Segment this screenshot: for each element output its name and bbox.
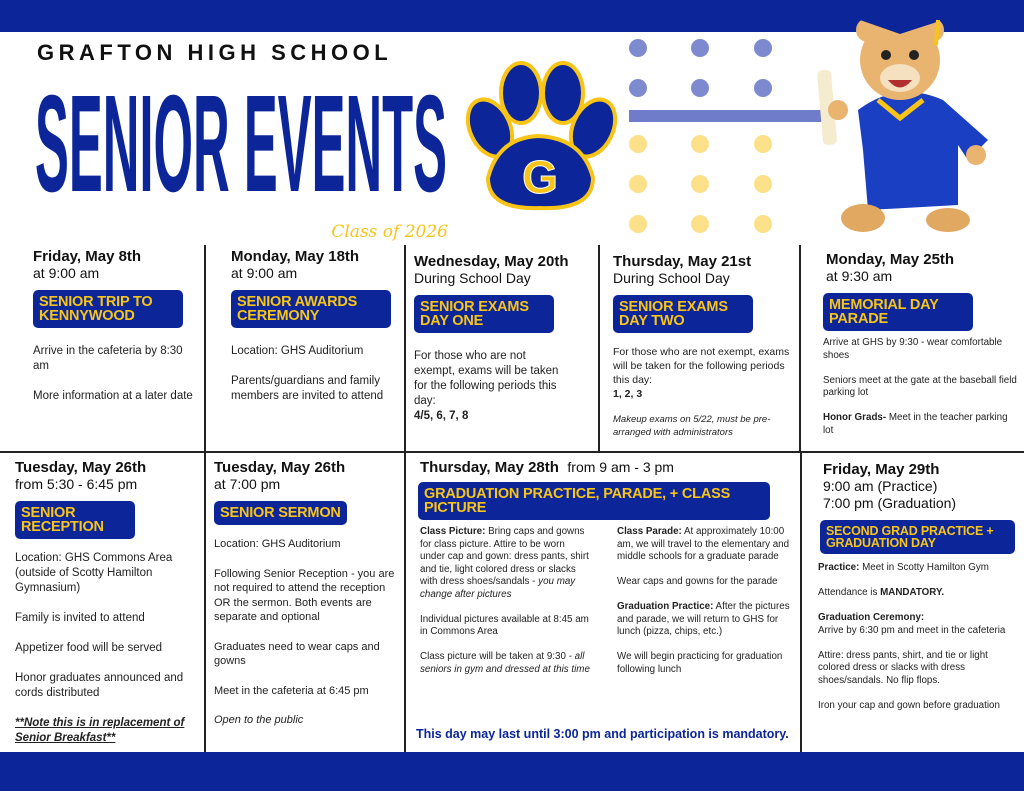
detail-text: More information at a later date: [33, 390, 193, 402]
detail-text: We will begin practicing for graduation following lunch: [617, 651, 783, 675]
event-time: at 9:30 am: [826, 268, 893, 284]
public-note: Open to the public: [214, 714, 304, 726]
event-senior-sermon: [214, 459, 399, 728]
graduation-practice-label: Graduation Practice:: [617, 601, 714, 612]
ceremony-label: Graduation Ceremony:: [818, 612, 925, 623]
event-time: at 9:00 am: [33, 265, 100, 281]
event-memorial-day-parade: [823, 251, 1018, 437]
event-time-2: 7:00 pm (Graduation): [823, 495, 957, 511]
event-time: at 9:00 am: [231, 265, 298, 281]
detail-text: Honor graduates announced and cords distributed: [15, 672, 184, 699]
event-date: Wednesday, May 20th: [414, 253, 569, 270]
detail-text: Arrive at GHS by 9:30 - wear comfortable shoes: [823, 337, 1003, 361]
event-exams-day-two: [613, 253, 795, 439]
paw-logo: [448, 58, 618, 218]
event-title-badge: MEMORIAL DAY PARADE: [823, 293, 973, 331]
exam-periods: 4/5, 6, 7, 8: [414, 410, 469, 422]
event-time: During School Day: [613, 270, 730, 286]
detail-text: Individual pictures available at 8:45 am in Commons Area: [420, 613, 589, 637]
event-details: [33, 344, 198, 404]
event-date: Friday, May 8th: [33, 248, 142, 265]
event-details-right: [617, 526, 792, 676]
class-parade-label: Class Parade:: [617, 526, 682, 537]
event-senior-reception: [15, 459, 200, 746]
event-time: at 7:00 pm: [214, 476, 281, 492]
detail-text: For those who are not exempt, exams will be taken for the following periods this day:: [414, 350, 559, 407]
detail-text: you may change after pictures: [420, 576, 576, 600]
detail-text: Location: GHS Commons Area (outside of Scotty Hamilton Gymnasium): [15, 552, 173, 594]
event-date: Monday, May 18th: [231, 248, 360, 265]
class-picture-label: Class Picture:: [420, 526, 486, 537]
event-time: During School Day: [414, 270, 531, 286]
mascot-graduate-icon: [808, 0, 1008, 245]
event-senior-trip: [33, 248, 198, 404]
detail-text: Attendance is: [818, 587, 881, 598]
event-title-badge: GRADUATION PRACTICE, PARADE, + CLASS PICTURE: [418, 482, 770, 520]
event-details: [15, 551, 200, 746]
class-of-label: Class of 2026: [331, 222, 448, 242]
event-time: from 5:30 - 6:45 pm: [15, 476, 138, 492]
event-details: [414, 349, 559, 424]
event-time: from 9 am - 3 pm: [567, 459, 674, 475]
detail-text: Arrive by 6:30 pm and meet in the cafeteria: [818, 624, 1006, 636]
event-title-badge: SENIOR SERMON: [214, 501, 347, 525]
detail-text: - all seniors in gym and dressed at this time: [420, 651, 590, 675]
detail-text: Location: GHS Auditorium: [214, 538, 341, 550]
detail-text: Wear caps and gowns for the parade: [617, 576, 778, 587]
event-date: Friday, May 29th: [823, 461, 940, 478]
detail-text: Following Senior Reception - you are not required to attend the reception OR the sermon. Both events are separate and optional: [214, 567, 395, 623]
title-graphic: [0, 66, 470, 244]
makeup-note: Makeup exams on 5/22, must be pre-arranged with administrators: [613, 414, 771, 438]
page-title: SENIOR EVENTS: [35, 67, 447, 221]
detail-text: Location: GHS Auditorium: [231, 345, 364, 357]
event-title-badge: SENIOR EXAMS DAY TWO: [613, 295, 753, 333]
event-title-badge: SECOND GRAD PRACTICE + GRADUATION DAY: [820, 520, 1015, 554]
event-awards-ceremony: [231, 248, 399, 404]
detail-text: Bring caps and gowns for class picture. Attire to be worn under cap and gown: dress pants, shirt and tie, light colored dress or slacks with dress shoes/sandals -: [420, 526, 589, 587]
event-title-badge: SENIOR RECEPTION: [15, 501, 135, 539]
event-title-badge: SENIOR EXAMS DAY ONE: [414, 295, 554, 333]
detail-text: Graduates need to wear caps and gowns: [214, 640, 380, 667]
event-details: [818, 562, 1018, 712]
event-details: [823, 337, 1018, 437]
detail-text: Meet in the cafeteria at 6:45 pm: [214, 684, 369, 697]
detail-text: Appetizer food will be served: [15, 642, 163, 654]
event-details: [613, 345, 795, 439]
event-time: 9:00 am (Practice): [823, 478, 938, 494]
event-title-badge: SENIOR TRIP TO KENNYWOOD: [33, 290, 183, 328]
event-title-badge: SENIOR AWARDS CEREMONY: [231, 290, 391, 328]
event-date: Tuesday, May 26th: [15, 459, 147, 476]
mandatory-label: MANDATORY.: [880, 587, 945, 598]
detail-text: Meet in Scotty Hamilton Gym: [859, 562, 989, 573]
replacement-note: **Note this is in replacement of Senior Breakfast**: [15, 717, 185, 744]
event-date: Thursday, May 28th: [420, 459, 559, 476]
event-date: Monday, May 25th: [826, 251, 955, 268]
event-date: Thursday, May 21st: [613, 253, 752, 270]
detail-text: Arrive in the cafeteria by 8:30 am: [33, 345, 183, 372]
detail-text: After the pictures and parade, we will return to GHS for lunch (pizza, chips, etc.): [617, 601, 790, 637]
event-details: [231, 344, 399, 404]
detail-text: Iron your cap and gown before graduation: [818, 699, 1000, 711]
practice-label: Practice:: [818, 562, 860, 573]
event-graduation-day: [818, 461, 1018, 712]
honor-grads-label: Honor Grads-: [823, 412, 887, 423]
detail-text: Attire: dress pants, shirt, and tie or light colored dress or slacks with dress shoes/sandals. No flip flops.: [818, 649, 988, 686]
event-date: Tuesday, May 26th: [214, 459, 346, 476]
bottom-banner: [0, 752, 1024, 791]
detail-text: Class picture will be taken at 9:30: [420, 651, 569, 662]
detail-text: Meet in the teacher parking lot: [823, 412, 1008, 436]
detail-text: At approximately 10:00 am, we will travel to the elementary and middle schools for a graduate parade: [617, 526, 790, 562]
event-graduation-practice: [420, 459, 795, 676]
event-exams-day-one: [414, 253, 594, 424]
event-details-left: [420, 526, 590, 676]
school-name: GRAFTON HIGH SCHOOL: [37, 40, 393, 65]
mandatory-notice: This day may last until 3:00 pm and participation is mandatory.: [416, 727, 789, 741]
event-details: [214, 537, 399, 728]
detail-text: Parents/guardians and family members are invited to attend: [231, 375, 384, 402]
exam-periods: 1, 2, 3: [613, 388, 643, 400]
detail-text: Seniors meet at the gate at the baseball field parking lot: [823, 374, 1017, 398]
detail-text: For those who are not exempt, exams will be taken for the following periods this day:: [613, 346, 790, 386]
detail-text: Family is invited to attend: [15, 612, 145, 624]
logo-letter: G: [522, 151, 558, 203]
